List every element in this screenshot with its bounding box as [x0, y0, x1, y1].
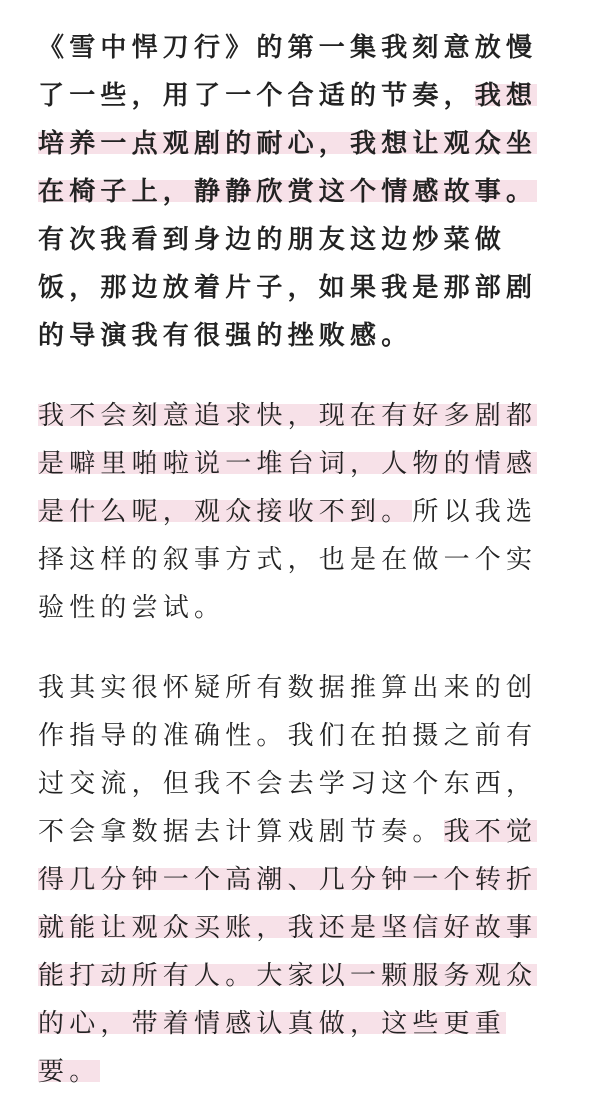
paragraph — [38, 664, 562, 1096]
highlighted-text: 我想培养一点观剧的耐心，我想让观众坐在椅子上，静静欣赏这个情感故事。 — [38, 81, 538, 207]
highlighted-text: 我不会刻意追求快，现在有好多剧都是噼里啪啦说一堆台词，人物的情感是什么呢，观众接收不到。 — [38, 401, 538, 527]
paragraph — [38, 24, 562, 360]
text-segment: 《雪中悍刀行》的第一集我刻意放慢了一些，用了一个合适的节奏， — [38, 33, 538, 111]
text-segment: 所以我选择这样的叙事方式，也是在做一个实验性的尝试。 — [38, 497, 538, 623]
paragraph — [38, 392, 562, 632]
text-segment: 有次我看到身边的朋友这边炒菜做饭，那边放着片子，如果我是那部剧的导演我有很强的挫败感。 — [38, 225, 538, 351]
highlighted-text: 我不觉得几分钟一个高潮、几分钟一个转折就能让观众买账，我还是坚信好故事能打动所有人。大家以一颗服务观众的心，带着情感认真做，这些更重要。 — [38, 817, 538, 1087]
text-segment: 我其实很怀疑所有数据推算出来的创作指导的准确性。我们在拍摄之前有过交流，但我不会去学习这个东西，不会拿数据去计算戏剧节奏。 — [38, 673, 538, 847]
